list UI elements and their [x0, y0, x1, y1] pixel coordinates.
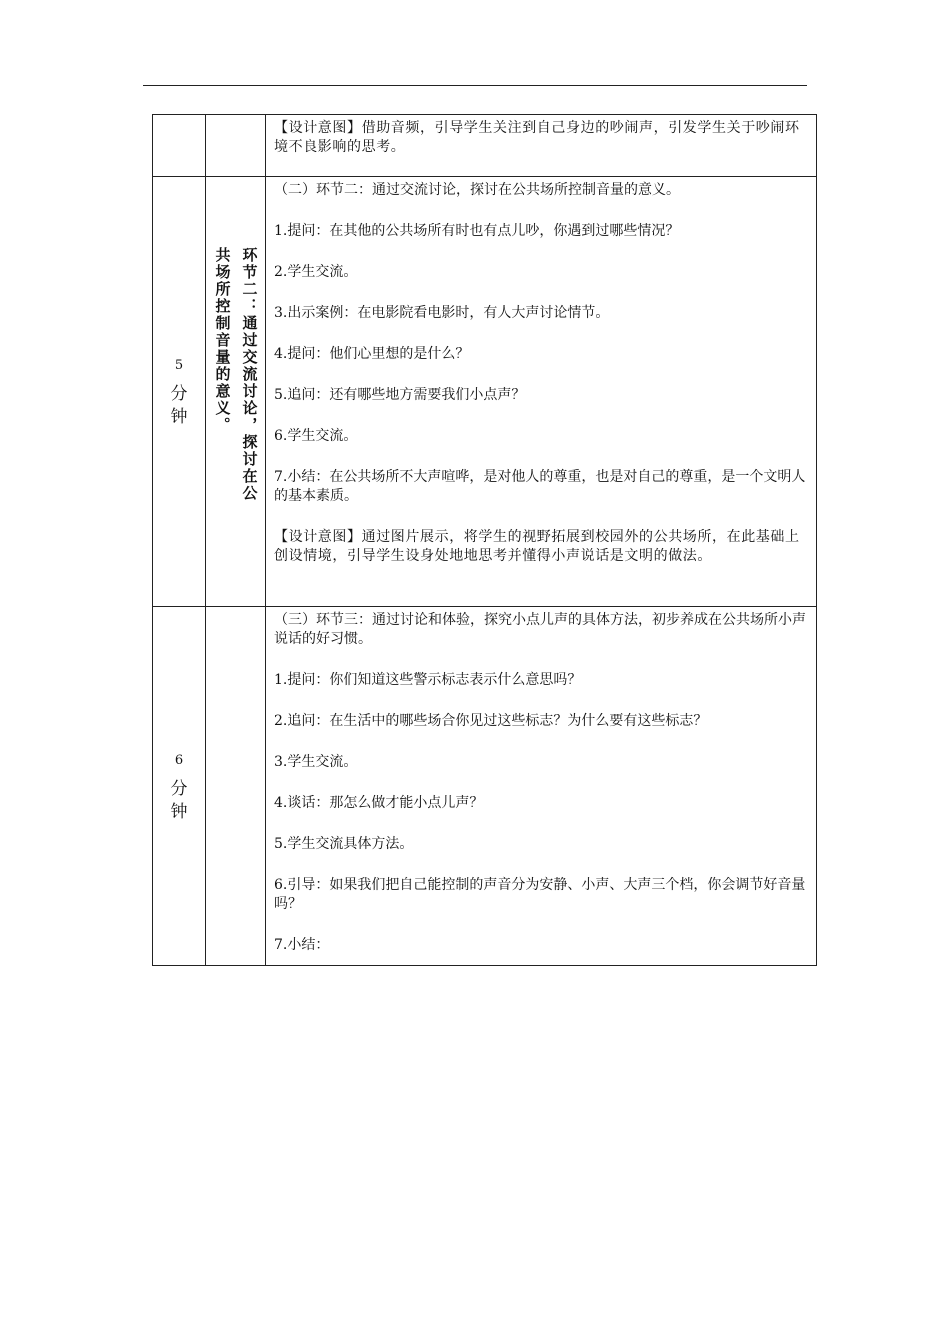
- design-intent: 【设计意图】借助音频，引导学生关注到自己身边的吵闹声，引发学生关于吵闹环境不良影响的思考。: [274, 120, 800, 155]
- list-item: 7.小结：在公共场所不大声喧哗，是对他人的尊重，也是对自己的尊重，是一个文明人的基本素质。: [274, 469, 806, 504]
- content-cell: [266, 607, 817, 966]
- table-row: [153, 607, 817, 966]
- list-item: 2.学生交流。: [274, 264, 358, 280]
- list-item: 4.提问：他们心里想的是什么？: [274, 346, 470, 362]
- section-title-cell: [206, 607, 266, 966]
- section-heading: （二）环节二：通过交流讨论，探讨在公共场所控制音量的意义。: [274, 182, 680, 198]
- time-unit: 钟: [170, 801, 188, 822]
- list-item: 7.小结：: [274, 937, 330, 953]
- design-intent: 【设计意图】通过图片展示，将学生的视野拓展到校园外的公共场所，在此基础上创设情境，引导学生设身处地地思考并懂得小声说话是文明的做法。: [274, 529, 800, 564]
- content-cell: [266, 177, 817, 607]
- time-unit: 分: [170, 778, 188, 799]
- list-item: 4.谈话：那怎么做才能小点儿声？: [274, 795, 484, 811]
- time-number: 6: [174, 752, 184, 768]
- list-item: 1.提问：在其他的公共场所有时也有点儿吵，你遇到过哪些情况？: [274, 223, 680, 239]
- section-title-cell: [206, 115, 266, 177]
- time-cell: [153, 177, 206, 607]
- list-item: 6.引导：如果我们把自己能控制的声音分为安静、小声、大声三个档，你会调节好音量吗？: [274, 877, 806, 912]
- time-cell: [153, 607, 206, 966]
- list-item: 6.学生交流。: [274, 428, 358, 444]
- time-cell: [153, 115, 206, 177]
- list-item: 3.学生交流。: [274, 754, 358, 770]
- list-item: 2.追问：在生活中的哪些场合你见过这些标志？为什么要有这些标志？: [274, 713, 708, 729]
- section-title: 环节二：通过交流讨论，探讨在公共场所控制音量的意义。: [213, 247, 259, 502]
- list-item: 3.出示案例：在电影院看电影时，有人大声讨论情节。: [274, 305, 610, 321]
- content-cell: [266, 115, 817, 177]
- list-item: 5.学生交流具体方法。: [274, 836, 414, 852]
- section-title-cell: [206, 177, 266, 607]
- list-item: 1.提问：你们知道这些警示标志表示什么意思吗？: [274, 672, 582, 688]
- section-heading: （三）环节三：通过讨论和体验，探究小点儿声的具体方法，初步养成在公共场所小声说话的好习惯。: [274, 612, 806, 647]
- time-number: 5: [174, 358, 184, 373]
- lesson-table: [152, 114, 817, 966]
- list-item: 5.追问：还有哪些地方需要我们小点声？: [274, 387, 526, 403]
- table-row: [153, 177, 817, 607]
- time-unit: 分钟: [170, 384, 188, 427]
- table-row: [153, 115, 817, 177]
- header-rule: [143, 85, 807, 86]
